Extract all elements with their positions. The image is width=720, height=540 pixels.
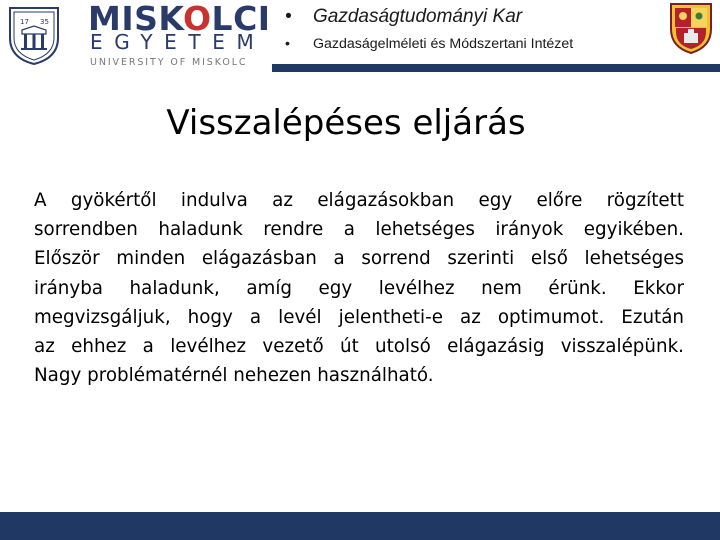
crest-year-right: 35 xyxy=(40,18,49,26)
bullet: • xyxy=(285,36,290,52)
logo-egyetem: EGYETEM xyxy=(90,30,266,54)
crest-year-left: 17 xyxy=(20,18,29,26)
header-accent-bar xyxy=(272,64,720,72)
logo-university-of-miskolc: UNIVERSITY OF MISKOLC xyxy=(90,57,248,68)
coat-of-arms-icon xyxy=(668,1,714,55)
slide-header xyxy=(0,0,720,72)
footer-bar xyxy=(0,512,720,540)
university-crest-icon xyxy=(6,4,62,66)
slide-title: Visszalépéses eljárás xyxy=(166,103,526,143)
body-line: Nagy problématérnél nehezen használható. xyxy=(34,365,434,387)
bullet: • xyxy=(285,6,292,27)
body-line: megvizsgáljuk, hogy a levél jelentheti-e az optimumot. Ezután xyxy=(34,306,684,328)
slide-body xyxy=(34,186,684,390)
faculty-name xyxy=(285,5,522,29)
body-line: irányba haladunk, amíg egy levélhez nem érünk. Ekkor xyxy=(34,277,684,299)
institute-label: Gazdaságelméleti és Módszertani Intézet xyxy=(313,36,574,52)
institute-name xyxy=(285,34,573,54)
body-line: Először minden elágazásban a sorrend szerinti első lehetséges xyxy=(34,248,684,270)
faculty-label: Gazdaságtudományi Kar xyxy=(313,6,523,27)
logo-wordmark: MISKOLCI xyxy=(88,0,271,38)
body-line: sorrendben haladunk rendre a lehetséges irányok egyikében. xyxy=(34,219,684,241)
body-line: A gyökértől indulva az elágazásokban egy előre rögzített xyxy=(34,190,684,211)
university-logo xyxy=(0,0,272,72)
body-line: az ehhez a levélhez vezető út utolsó elágazásig visszalépünk. xyxy=(34,335,684,357)
